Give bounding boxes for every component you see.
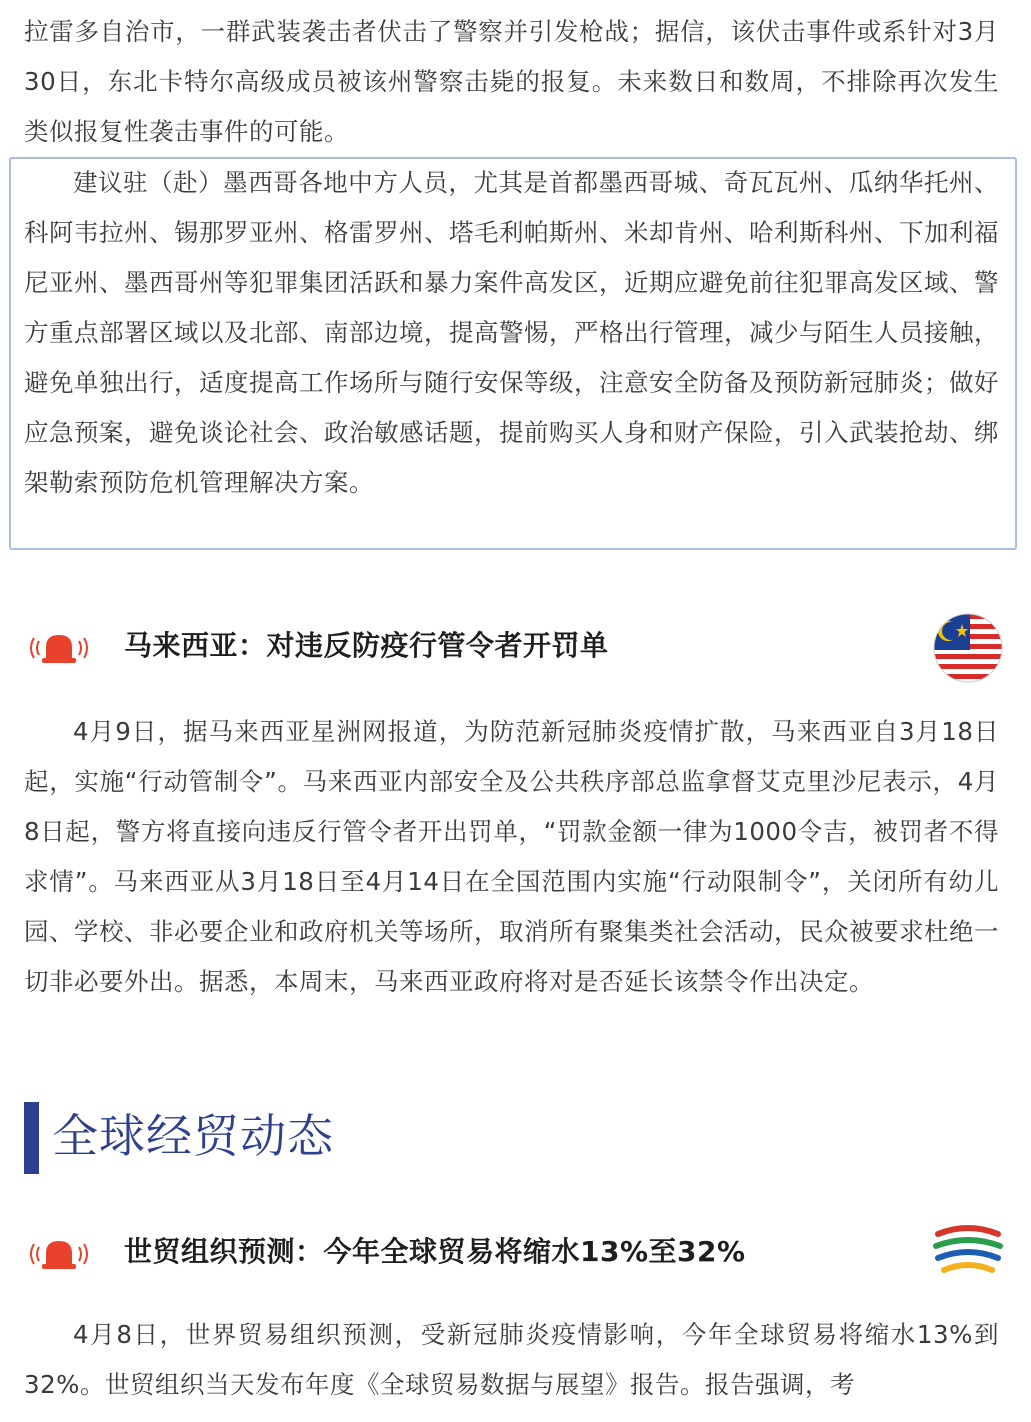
section-accent-bar bbox=[24, 1102, 39, 1174]
paragraph-malaysia: 4月9日，据马来西亚星洲网报道，为防范新冠肺炎疫情扩散，马来西亚自3月18日起，实施“行动管制令”。马来西亚内部安全及公共秩序部总监拿督艾克里沙尼表示，4月8日起，警方将直接向违反行管令者开出罚单，“罚款金额一律为1000令吉，被罚者不得求情”。马来西亚从3月18日至4月14日在全国范围内实施“行动限制令”，关闭所有幼儿园、学校、非必要企业和政府机关等场所，取消所有聚集类社会活动，民众被要求杜绝一切非必要外出。据悉，本周末，马来西亚政府将对是否延长该禁令作出决定。 bbox=[24, 717, 999, 996]
alarm-bell-icon bbox=[24, 630, 94, 666]
paragraph-advisory: 建议驻（赴）墨西哥各地中方人员，尤其是首都墨西哥城、奇瓦瓦州、瓜纳华托州、科阿韦拉州、锡那罗亚州、格雷罗州、塔毛利帕斯州、米却肯州、哈利斯科州、下加利福尼亚州、墨西哥州等犯罪集团活跃和暴力案件高发区，近期应避免前往犯罪高发区域、警方重点部署区域以及北部、南部边境，提高警惕，严格出行管理，减少与陌生人员接触，避免单独出行，适度提高工作场所与随行安保等级，注意安全防备及预防新冠肺炎；做好应急预案，避免谈论社会、政治敏感话题，提前购买人身和财产保险，引入武装抢劫、绑架勒索预防危机管理解决方案。 bbox=[24, 168, 999, 497]
paragraph-mexico-attack: 拉雷多自治市，一群武装袭击者伏击了警察并引发枪战；据信，该伏击事件或系针对3月30日，东北卡特尔高级成员被该州警察击毙的报复。未来数日和数周，不排除再次发生类似报复性袭击事件的可能。 bbox=[24, 17, 999, 146]
news-title: 马来西亚：对违反防疫行管令者开罚单 bbox=[124, 629, 609, 662]
news-header-wto bbox=[24, 1228, 1004, 1288]
alarm-bell-icon bbox=[24, 1236, 94, 1272]
wto-logo-icon bbox=[928, 1214, 1008, 1284]
section-title: 全球经贸动态 bbox=[52, 1109, 334, 1163]
malaysia-flag-icon bbox=[932, 612, 1004, 684]
section-heading bbox=[24, 1100, 624, 1178]
news-title: 世贸组织预测：今年全球贸易将缩水13%至32% bbox=[124, 1235, 746, 1268]
news-header-malaysia bbox=[24, 622, 1004, 682]
paragraph-wto: 4月8日，世界贸易组织预测，受新冠肺炎疫情影响，今年全球贸易将缩水13%到32%。世贸组织当天发布年度《全球贸易数据与展望》报告。报告强调，考 bbox=[24, 1320, 999, 1399]
